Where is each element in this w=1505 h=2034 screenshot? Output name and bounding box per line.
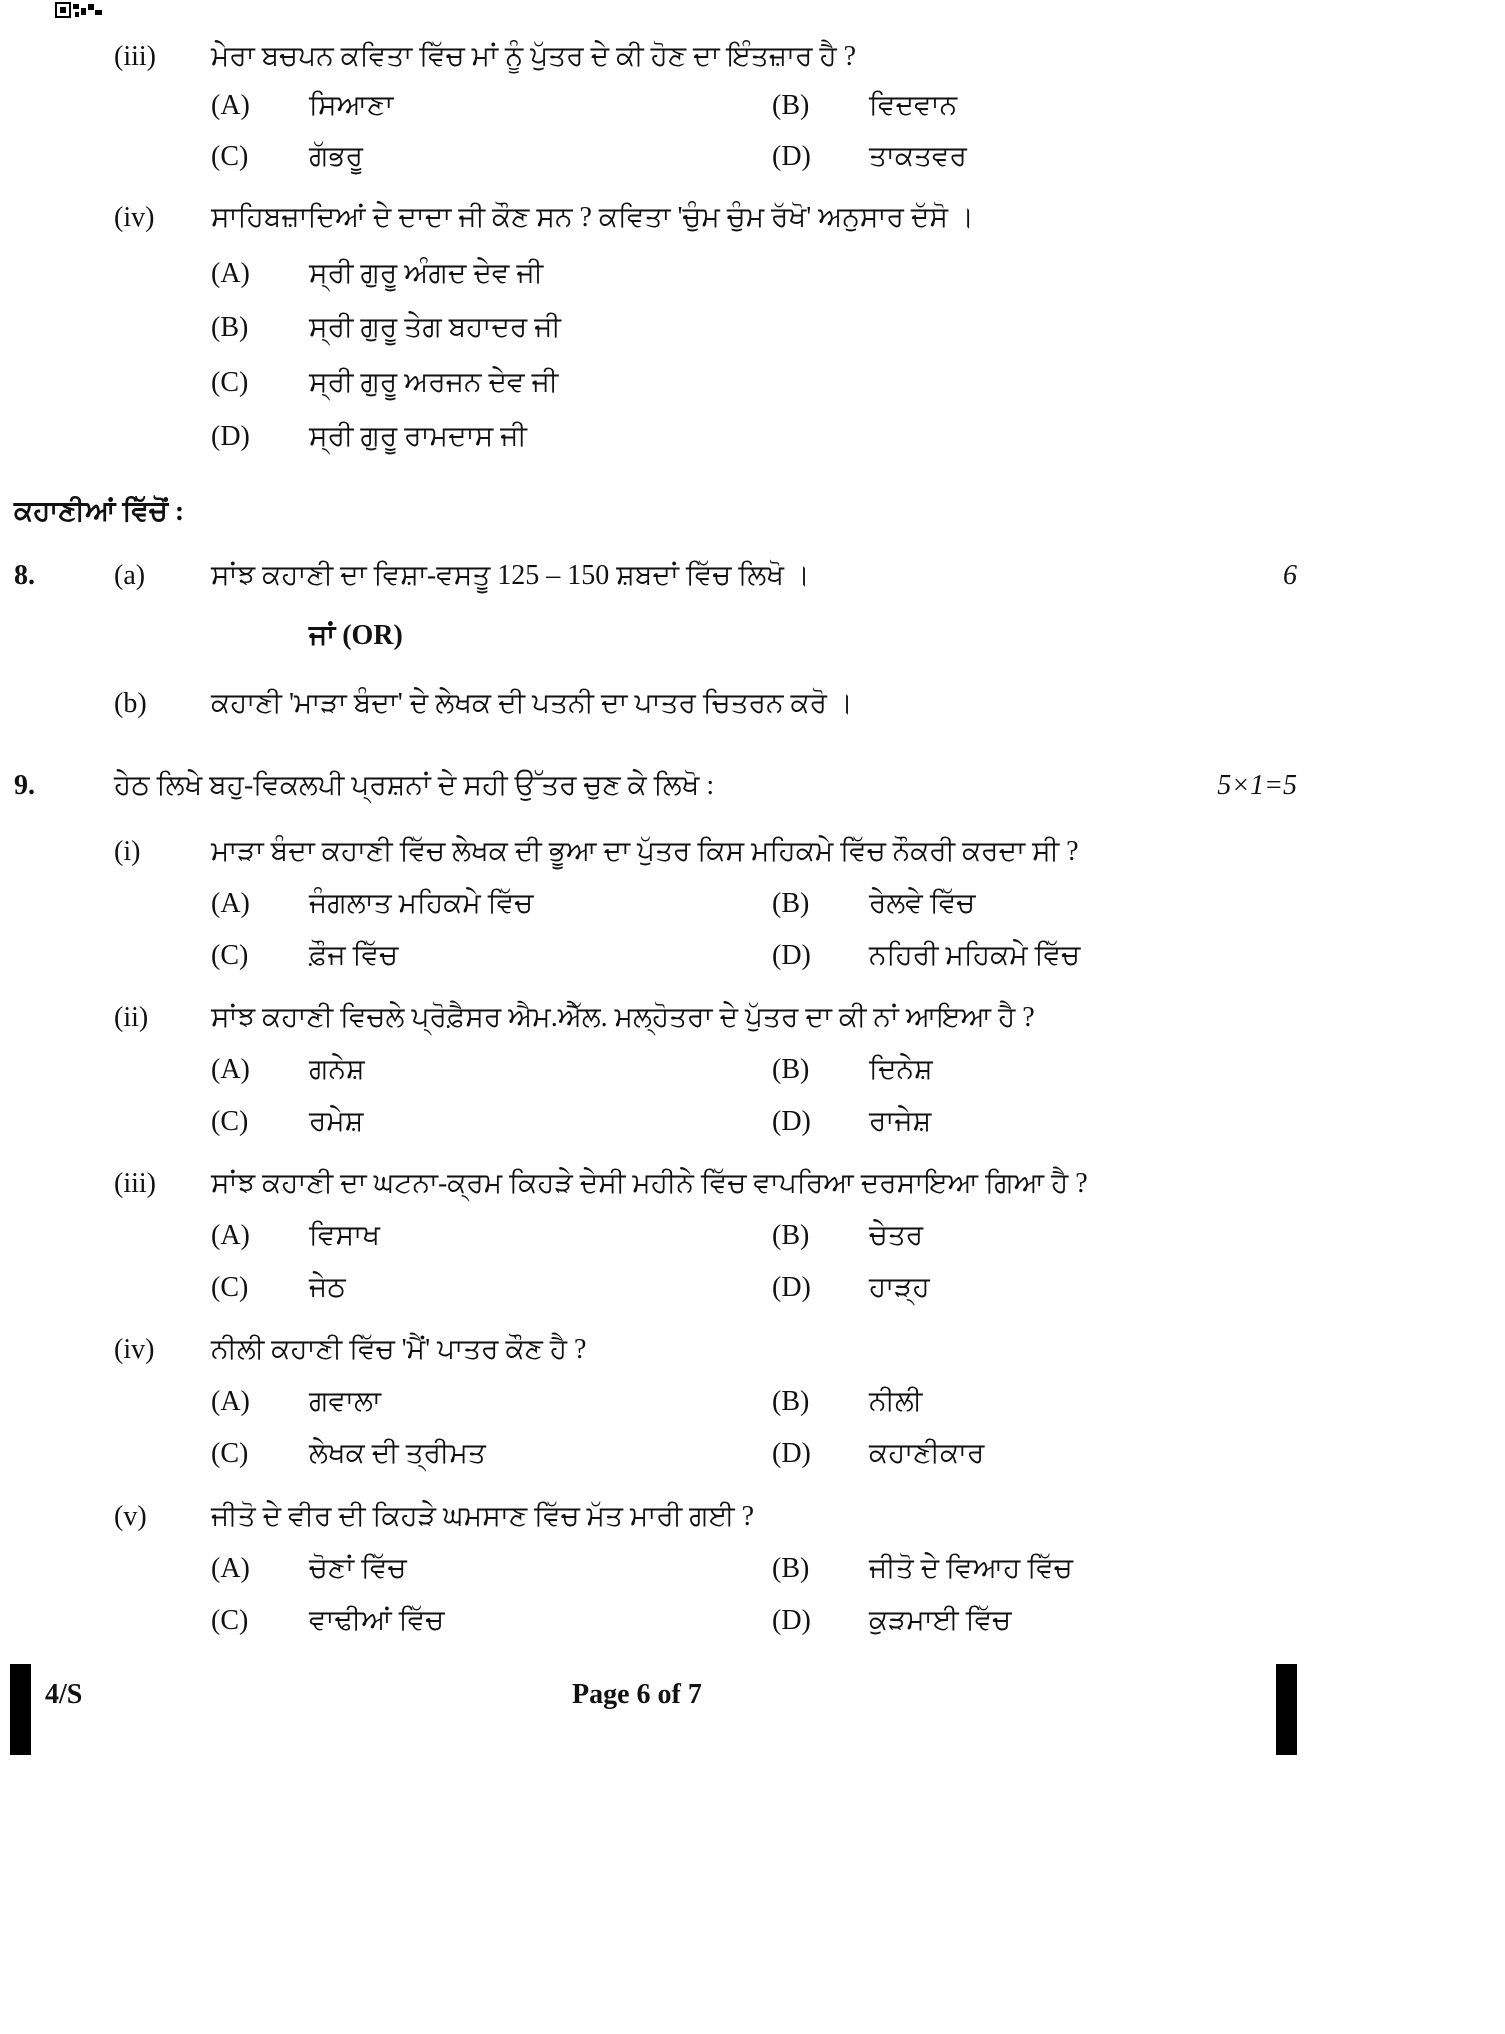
option-key: (D) <box>772 1106 811 1137</box>
question-label: (iii) <box>114 1168 156 1199</box>
question-label: (iv) <box>114 1334 155 1365</box>
option-key: (C) <box>211 1605 249 1636</box>
option-key: (B) <box>772 1553 810 1584</box>
option-key: (C) <box>211 940 249 971</box>
option-text: ਹਾੜ੍ਹ <box>869 1272 930 1303</box>
option-key: (D) <box>772 1438 811 1469</box>
option-key: (D) <box>772 940 811 971</box>
option-text: ਵਾਢੀਆਂ ਵਿੱਚ <box>309 1605 445 1636</box>
question-text: ਮਾੜਾ ਬੰਦਾ ਕਹਾਣੀ ਵਿੱਚ ਲੇਖਕ ਦੀ ਭੂਆ ਦਾ ਪੁੱਤਰ ਕਿਸ ਮਹਿਕਮੇ ਵਿੱਚ ਨੌਕਰੀ ਕਰਦਾ ਸੀ ? <box>211 836 1079 867</box>
paper-code: 4/S <box>45 1679 83 1710</box>
question-text: ਨੀਲੀ ਕਹਾਣੀ ਵਿੱਚ 'ਮੈਂ' ਪਾਤਰ ਕੌਣ ਹੈ ? <box>211 1334 587 1365</box>
option-key: (A) <box>211 1386 250 1417</box>
option-key: (B) <box>211 312 249 343</box>
footer-bar-right <box>1276 1664 1297 1755</box>
option-key: (B) <box>772 90 810 121</box>
marks: 6 <box>1283 560 1297 591</box>
option-text: ਜੀਤੋ ਦੇ ਵਿਆਹ ਵਿੱਚ <box>869 1553 1073 1584</box>
option-text: ਕਹਾਣੀਕਾਰ <box>869 1438 985 1469</box>
option-text: ਸ੍ਰੀ ਗੁਰੂ ਅਰਜਨ ਦੇਵ ਜੀ <box>309 367 559 398</box>
option-key: (A) <box>211 1553 250 1584</box>
question-text: ਮੇਰਾ ਬਚਪਨ ਕਵਿਤਾ ਵਿੱਚ ਮਾਂ ਨੂੰ ਪੁੱਤਰ ਦੇ ਕੀ ਹੋਣ ਦਾ ਇੰਤਜ਼ਾਰ ਹੈ ? <box>211 41 857 72</box>
option-text: ਗਨੇਸ਼ <box>309 1054 365 1085</box>
footer-bar-left <box>10 1664 31 1755</box>
option-key: (C) <box>211 1106 249 1137</box>
option-key: (A) <box>211 888 250 919</box>
option-text: ਦਿਨੇਸ਼ <box>869 1054 933 1085</box>
question-number: 8. <box>14 560 35 591</box>
question-label: (iv) <box>114 202 155 233</box>
option-key: (A) <box>211 1054 250 1085</box>
option-text: ਰਮੇਸ਼ <box>309 1106 364 1137</box>
option-text: ਗੱਭਰੂ <box>309 141 364 172</box>
question-label: (b) <box>114 688 147 719</box>
option-text: ਤਾਕਤਵਰ <box>869 141 967 172</box>
question-text: ਸਾਂਝ ਕਹਾਣੀ ਦਾ ਘਟਨਾ-ਕ੍ਰਮ ਕਿਹੜੇ ਦੇਸੀ ਮਹੀਨੇ ਵਿੱਚ ਵਾਪਰਿਆ ਦਰਸਾਇਆ ਗਿਆ ਹੈ ? <box>211 1168 1088 1199</box>
qr-code-icon <box>55 2 105 18</box>
option-text: ਲੇਖਕ ਦੀ ਤ੍ਰੀਮਤ <box>309 1438 486 1469</box>
option-text: ਵਿਦਵਾਨ <box>869 90 958 121</box>
option-text: ਚੇਤਰ <box>869 1220 924 1251</box>
option-key: (D) <box>772 1272 811 1303</box>
option-key: (C) <box>211 367 249 398</box>
option-text: ਸ੍ਰੀ ਗੁਰੂ ਤੇਗ ਬਹਾਦਰ ਜੀ <box>309 312 561 343</box>
option-text: ਫ਼ੌਜ ਵਿੱਚ <box>309 940 399 971</box>
option-text: ਨੀਲੀ <box>869 1386 923 1417</box>
option-text: ਸ੍ਰੀ ਗੁਰੂ ਰਾਮਦਾਸ ਜੀ <box>309 421 527 452</box>
option-text: ਕੁੜਮਾਈ ਵਿੱਚ <box>869 1605 1012 1636</box>
question-number: 9. <box>14 770 35 801</box>
question-label: (ii) <box>114 1002 149 1033</box>
question-label: (v) <box>114 1501 147 1532</box>
section-heading: ਕਹਾਣੀਆਂ ਵਿੱਚੋਂ : <box>14 496 185 527</box>
option-text: ਚੋਣਾਂ ਵਿੱਚ <box>309 1553 407 1584</box>
option-key: (A) <box>211 258 250 289</box>
option-text: ਵਿਸਾਖ <box>309 1220 380 1251</box>
question-label: (iii) <box>114 41 156 72</box>
option-key: (D) <box>211 421 250 452</box>
option-text: ਰਾਜੇਸ਼ <box>869 1106 932 1137</box>
option-text: ਰੇਲਵੇ ਵਿੱਚ <box>869 888 976 919</box>
option-text: ਜੰਗਲਾਤ ਮਹਿਕਮੇ ਵਿੱਚ <box>309 888 534 919</box>
question-text: ਸਾਂਝ ਕਹਾਣੀ ਦਾ ਵਿਸ਼ਾ-ਵਸਤੂ 125 – 150 ਸ਼ਬਦਾਂ ਵਿੱਚ ਲਿਖੋ । <box>211 560 810 591</box>
page-number: Page 6 of 7 <box>572 1679 702 1710</box>
option-key: (C) <box>211 1438 249 1469</box>
question-text: ਸਾਹਿਬਜ਼ਾਦਿਆਂ ਦੇ ਦਾਦਾ ਜੀ ਕੌਣ ਸਨ ? ਕਵਿਤਾ 'ਚੁੰਮ ਚੁੰਮ ਰੱਖੋ' ਅਨੁਸਾਰ ਦੱਸੋ । <box>211 202 974 233</box>
question-text: ਜੀਤੋ ਦੇ ਵੀਰ ਦੀ ਕਿਹੜੇ ਘਮਸਾਣ ਵਿੱਚ ਮੱਤ ਮਾਰੀ ਗਈ ? <box>211 1501 755 1532</box>
option-key: (C) <box>211 1272 249 1303</box>
option-text: ਗਵਾਲਾ <box>309 1386 381 1417</box>
option-key: (A) <box>211 90 250 121</box>
option-key: (D) <box>772 1605 811 1636</box>
question-text: ਕਹਾਣੀ 'ਮਾੜਾ ਬੰਦਾ' ਦੇ ਲੇਖਕ ਦੀ ਪਤਨੀ ਦਾ ਪਾਤਰ ਚਿਤਰਨ ਕਰੋ । <box>211 688 853 719</box>
question-label: (a) <box>114 560 146 591</box>
option-key: (B) <box>772 1386 810 1417</box>
option-key: (C) <box>211 141 249 172</box>
option-key: (A) <box>211 1220 250 1251</box>
option-text: ਨਹਿਰੀ ਮਹਿਕਮੇ ਵਿੱਚ <box>869 940 1081 971</box>
option-key: (D) <box>772 141 811 172</box>
question-text: ਹੇਠ ਲਿਖੇ ਬਹੁ-ਵਿਕਲਪੀ ਪ੍ਰਸ਼ਨਾਂ ਦੇ ਸਹੀ ਉੱਤਰ ਚੁਣ ਕੇ ਲਿਖੋ : <box>114 770 715 801</box>
or-separator: ਜਾਂ (OR) <box>309 620 403 651</box>
question-label: (i) <box>114 836 141 867</box>
option-key: (B) <box>772 1220 810 1251</box>
option-text: ਜੇਠ <box>309 1272 346 1303</box>
option-key: (B) <box>772 888 810 919</box>
marks: 5×1=5 <box>1217 770 1297 801</box>
question-text: ਸਾਂਝ ਕਹਾਣੀ ਵਿਚਲੇ ਪ੍ਰੋਫ਼ੈਸਰ ਐਮ.ਐੱਲ. ਮਲ੍ਹੋਤਰਾ ਦੇ ਪੁੱਤਰ ਦਾ ਕੀ ਨਾਂ ਆਇਆ ਹੈ ? <box>211 1002 1035 1033</box>
option-key: (B) <box>772 1054 810 1085</box>
option-text: ਸ੍ਰੀ ਗੁਰੂ ਅੰਗਦ ਦੇਵ ਜੀ <box>309 258 544 289</box>
option-text: ਸਿਆਣਾ <box>309 90 394 121</box>
